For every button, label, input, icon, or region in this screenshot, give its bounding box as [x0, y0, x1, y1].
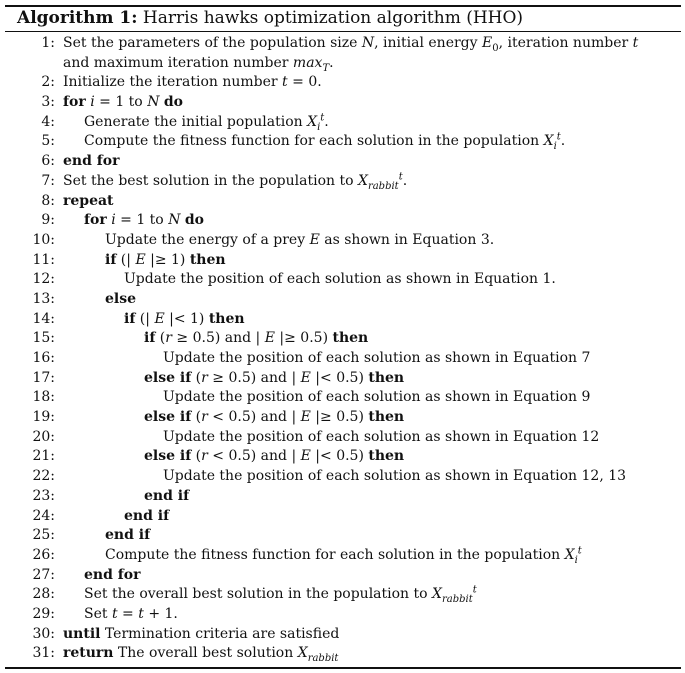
- line-text: [124, 310, 245, 330]
- line-fragment: Initialize the iteration number: [63, 74, 283, 91]
- line-number: 1:: [41, 35, 55, 51]
- algorithm-line: [5, 369, 681, 389]
- line-text: [84, 585, 477, 605]
- line-number: 22:: [32, 468, 55, 485]
- math-symbol: r: [201, 369, 208, 386]
- algorithm-line: [5, 428, 681, 448]
- math-symbol: X: [564, 546, 575, 563]
- math-symbol: X: [543, 133, 554, 150]
- algorithm-line: [5, 73, 681, 93]
- math-symbol: t: [398, 171, 403, 183]
- line-text: [163, 467, 626, 487]
- math-symbol: t: [320, 112, 325, 124]
- math-symbol: E: [264, 330, 275, 347]
- line-fragment: (: [191, 409, 202, 426]
- math-symbol: i: [574, 554, 578, 566]
- line-text: [105, 231, 494, 251]
- keyword: then: [368, 409, 405, 426]
- line-fragment: Compute the fitness function for each solution in the population: [105, 546, 565, 563]
- line-number: 12:: [32, 271, 55, 288]
- keyword: end if: [124, 507, 170, 524]
- line-number: 2:: [41, 74, 55, 91]
- line-text: [124, 507, 169, 527]
- keyword: else: [105, 290, 137, 307]
- math-symbol: i: [90, 94, 95, 111]
- line-text: [84, 566, 141, 586]
- keyword: then: [332, 330, 369, 347]
- line-fragment: .: [560, 133, 566, 150]
- keyword: return: [63, 645, 114, 662]
- math-symbol: r: [165, 330, 172, 347]
- line-fragment: = 1 to: [94, 94, 148, 111]
- line-fragment: Update the position of each solution as shown in Equation 12, 13: [163, 468, 627, 485]
- line-number: 25:: [32, 527, 55, 544]
- line-text: [144, 329, 368, 349]
- line-fragment: , initial energy: [374, 35, 482, 51]
- line-text: [163, 349, 590, 369]
- line-fragment: < 0.5) and |: [207, 409, 301, 426]
- math-symbol: E: [135, 251, 146, 268]
- math-symbol: rabbit: [442, 594, 473, 606]
- line-fragment: |≥ 0.5): [310, 409, 369, 426]
- algorithm-line: [5, 349, 681, 369]
- algorithm-line: [5, 290, 681, 310]
- line-fragment: Compute the fitness function for each solution in the population: [84, 133, 544, 150]
- math-symbol: E: [482, 35, 493, 51]
- line-fragment: = 1 to: [115, 212, 169, 229]
- line-text: [63, 34, 638, 54]
- algorithm-line: [5, 172, 681, 192]
- keyword: then: [208, 310, 245, 327]
- math-symbol: r: [201, 409, 208, 426]
- line-fragment: Set the parameters of the population size: [63, 35, 362, 51]
- line-number: 24:: [32, 507, 55, 524]
- line-text: [163, 388, 590, 408]
- line-text: [144, 408, 404, 428]
- line-text: [105, 251, 226, 271]
- math-symbol: i: [317, 121, 321, 133]
- line-number: 18:: [32, 389, 55, 406]
- math-symbol: X: [307, 113, 318, 130]
- math-symbol: t: [577, 545, 582, 557]
- algorithm-box: [5, 5, 681, 669]
- algorithm-line: [5, 329, 681, 349]
- algorithm-line: [5, 251, 681, 271]
- line-number: 17:: [32, 369, 55, 386]
- line-text: [105, 526, 150, 546]
- algorithm-line: [5, 507, 681, 527]
- keyword: repeat: [63, 192, 114, 209]
- algorithm-line: [5, 93, 681, 113]
- line-number: 16:: [32, 350, 55, 366]
- math-symbol: t: [556, 131, 561, 143]
- line-number: 9:: [41, 212, 55, 229]
- line-text: [144, 447, 404, 467]
- algorithm-line: [5, 625, 681, 645]
- line-fragment: .: [402, 172, 408, 189]
- line-number: 30:: [32, 625, 55, 642]
- line-number: 4:: [41, 113, 55, 130]
- line-fragment: = 0.: [287, 74, 322, 91]
- line-fragment: Update the position of each solution as shown in Equation 7: [163, 350, 591, 366]
- keyword: for: [84, 212, 107, 229]
- line-text: [63, 625, 339, 645]
- math-symbol: N: [361, 35, 375, 51]
- algorithm-line: [5, 467, 681, 487]
- line-fragment: Generate the initial population: [84, 113, 308, 130]
- line-text: [63, 73, 322, 93]
- line-fragment: , iteration number: [498, 35, 633, 51]
- algorithm-line: [5, 310, 681, 330]
- line-text: [63, 192, 114, 212]
- math-symbol: E: [154, 310, 165, 327]
- keyword: for: [63, 94, 86, 111]
- bottom-rule: [5, 667, 681, 669]
- algorithm-line: [5, 585, 681, 605]
- line-fragment: (|: [116, 251, 136, 268]
- line-number: 5:: [41, 133, 55, 150]
- line-text: [163, 428, 599, 448]
- algorithm-line: [5, 408, 681, 428]
- line-text: [84, 113, 329, 133]
- algorithm-line: [5, 526, 681, 546]
- math-symbol: X: [297, 645, 308, 662]
- math-symbol: N: [168, 212, 181, 229]
- line-fragment: Set the best solution in the population to: [63, 172, 358, 189]
- line-text: [144, 487, 189, 507]
- line-text: [84, 605, 178, 625]
- math-symbol: E: [300, 448, 311, 465]
- line-fragment: .: [324, 113, 329, 130]
- keyword: do: [163, 94, 184, 111]
- line-number: 31:: [32, 645, 55, 662]
- line-fragment: < 0.5) and |: [207, 448, 301, 465]
- line-fragment: (: [155, 330, 166, 347]
- algorithm-line: [5, 231, 681, 251]
- algorithm-line: [5, 605, 681, 625]
- algorithm-line: [5, 388, 681, 408]
- keyword: if: [105, 251, 117, 268]
- line-number: 28:: [32, 586, 55, 603]
- math-symbol: t: [632, 35, 639, 51]
- line-fragment: The overall best solution: [113, 645, 298, 662]
- line-number: 13:: [32, 290, 55, 307]
- line-fragment: as shown in Equation 3.: [319, 231, 495, 248]
- keyword: end for: [63, 153, 120, 170]
- algorithm-line: [5, 113, 681, 133]
- line-text: [105, 546, 582, 566]
- line-number: 29:: [32, 605, 55, 622]
- algorithm-line: [5, 34, 681, 54]
- algorithm-caption: [5, 7, 681, 29]
- line-number: 20:: [32, 428, 55, 445]
- algorithm-line: [5, 211, 681, 231]
- algorithm-label: Algorithm 1:: [17, 8, 138, 28]
- line-fragment: Update the position of each solution as shown in Equation 9: [163, 389, 591, 406]
- line-fragment: |< 0.5): [310, 448, 369, 465]
- line-fragment: (|: [135, 310, 155, 327]
- line-number: 21:: [32, 448, 55, 465]
- line-fragment: |< 0.5): [310, 369, 369, 386]
- line-number: 11:: [32, 251, 55, 268]
- line-fragment: (: [191, 369, 202, 386]
- line-fragment: Termination criteria are satisfied: [100, 625, 340, 642]
- keyword: end for: [84, 566, 141, 583]
- line-number: 6:: [41, 153, 55, 170]
- line-number: 27:: [32, 566, 55, 583]
- keyword: if: [124, 310, 136, 327]
- algorithm-line: [5, 644, 681, 664]
- keyword: until: [63, 625, 101, 642]
- math-symbol: i: [553, 141, 557, 153]
- line-fragment: 0: [492, 42, 499, 54]
- math-symbol: rabbit: [307, 653, 339, 665]
- math-symbol: T: [322, 62, 330, 74]
- math-symbol: t: [111, 605, 118, 622]
- math-symbol: rabbit: [367, 180, 399, 192]
- algorithm-line: [5, 152, 681, 172]
- algorithm-title: Harris hawks optimization algorithm (HHO): [142, 8, 524, 28]
- algorithm-line: [5, 192, 681, 212]
- math-symbol: t: [282, 74, 288, 91]
- math-symbol: E: [300, 369, 311, 386]
- line-number: 8:: [41, 192, 55, 209]
- algorithm-line: [5, 546, 681, 566]
- line-fragment: and maximum iteration number: [63, 54, 293, 71]
- line-fragment: Update the position of each solution as shown in Equation 1.: [124, 271, 556, 288]
- line-text: [105, 290, 136, 310]
- keyword: if: [144, 330, 156, 347]
- algorithm-lines: [5, 32, 681, 664]
- line-number: 10:: [32, 231, 55, 248]
- keyword: else if: [144, 409, 192, 426]
- line-fragment: Update the position of each solution as shown in Equation 12: [163, 428, 600, 445]
- line-text: [63, 93, 183, 113]
- math-symbol: max: [292, 54, 323, 71]
- keyword: then: [368, 369, 405, 386]
- math-symbol: E: [300, 409, 311, 426]
- algorithm-line: [5, 270, 681, 290]
- keyword: end if: [105, 527, 151, 544]
- line-number: 14:: [32, 310, 55, 327]
- line-fragment: |≥ 0.5): [274, 330, 333, 347]
- line-text: [63, 644, 338, 664]
- line-text: [124, 270, 556, 290]
- algorithm-line: [5, 132, 681, 152]
- line-number: 19:: [32, 409, 55, 426]
- math-symbol: X: [357, 172, 368, 189]
- algorithm-line: [5, 487, 681, 507]
- line-text: [84, 211, 204, 231]
- line-number: 7:: [41, 172, 55, 189]
- math-symbol: r: [201, 448, 208, 465]
- line-text: [84, 132, 565, 152]
- math-symbol: N: [147, 94, 160, 111]
- line-fragment: |< 1): [164, 310, 209, 327]
- algorithm-line: [5, 566, 681, 586]
- line-text: [63, 152, 120, 172]
- keyword: else if: [144, 369, 192, 386]
- math-symbol: t: [138, 605, 144, 622]
- line-number: 26:: [32, 546, 55, 563]
- line-fragment: ≥ 0.5) and |: [207, 369, 301, 386]
- math-symbol: X: [432, 586, 442, 603]
- keyword: end if: [144, 487, 190, 504]
- line-number: 23:: [32, 487, 55, 504]
- line-number: 15:: [32, 330, 55, 347]
- line-number: 3:: [41, 94, 55, 111]
- keyword: do: [184, 212, 205, 229]
- line-fragment: ≥ 0.5) and |: [171, 330, 265, 347]
- line-fragment: + 1.: [143, 605, 178, 622]
- line-fragment: Set the overall best solution in the population to: [84, 586, 433, 603]
- keyword: then: [368, 448, 405, 465]
- keyword: else if: [144, 448, 192, 465]
- line-fragment: .: [329, 54, 334, 71]
- keyword: then: [189, 251, 226, 268]
- line-text: [144, 369, 404, 389]
- line-fragment: =: [117, 605, 139, 622]
- math-symbol: t: [472, 584, 477, 596]
- line-fragment: |≥ 1): [145, 251, 190, 268]
- math-symbol: i: [111, 212, 116, 229]
- math-symbol: E: [309, 231, 320, 248]
- algorithm-line: [5, 54, 681, 74]
- algorithm-line: [5, 447, 681, 467]
- line-fragment: Set: [84, 605, 112, 622]
- line-fragment: Update the energy of a prey: [105, 231, 310, 248]
- line-text: [63, 54, 334, 74]
- line-fragment: (: [191, 448, 202, 465]
- line-text: [63, 172, 407, 192]
